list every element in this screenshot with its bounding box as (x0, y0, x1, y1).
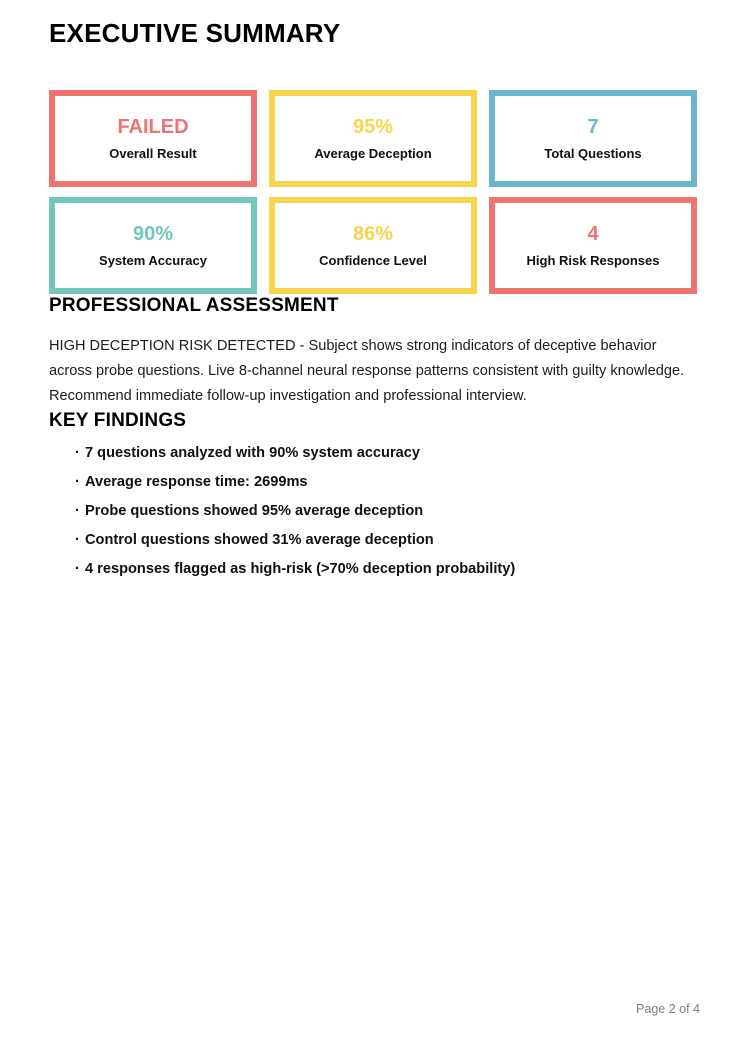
stat-value: 7 (587, 116, 599, 138)
stat-card (489, 90, 697, 187)
stat-card (489, 197, 697, 294)
stat-card (49, 90, 257, 187)
stat-label: Total Questions (544, 146, 642, 161)
key-findings-heading: KEY FINDINGS (49, 410, 187, 431)
stat-value: 90% (132, 223, 174, 245)
finding-item: · 7 questions analyzed with 90% system accuracy (75, 445, 697, 462)
page-number: Page 2 of 4 (636, 1002, 700, 1016)
finding-item: · 4 responses flagged as high-risk (>70% deception probability) (75, 561, 697, 578)
stat-card (269, 90, 477, 187)
stat-label: Confidence Level (319, 253, 427, 268)
finding-item: · Average response time: 2699ms (75, 474, 697, 491)
stat-label: High Risk Responses (526, 253, 660, 268)
professional-assessment-body: HIGH DECEPTION RISK DETECTED - Subject shows strong indicators of deceptive behavior across probe questions. Live 8-channel neural response patterns consistent with guilty knowledge. Recommend immediate follow-up investigation and professional interview. (49, 338, 685, 404)
stat-value: 4 (587, 223, 599, 245)
stat-label: Overall Result (109, 146, 197, 161)
stat-value: 86% (352, 223, 394, 245)
finding-item: · Probe questions showed 95% average deception (75, 503, 697, 520)
stat-label: Average Deception (314, 146, 432, 161)
stat-value: FAILED (117, 116, 189, 138)
stat-label: System Accuracy (99, 253, 207, 268)
professional-assessment-heading: PROFESSIONAL ASSESSMENT (49, 295, 339, 316)
key-findings-list (49, 445, 697, 578)
stat-value: 95% (352, 116, 394, 138)
page-title: EXECUTIVE SUMMARY (49, 18, 341, 48)
stat-card (49, 197, 257, 294)
stat-card (269, 197, 477, 294)
summary-stats-grid (49, 90, 697, 294)
finding-item: · Control questions showed 31% average deception (75, 532, 697, 549)
